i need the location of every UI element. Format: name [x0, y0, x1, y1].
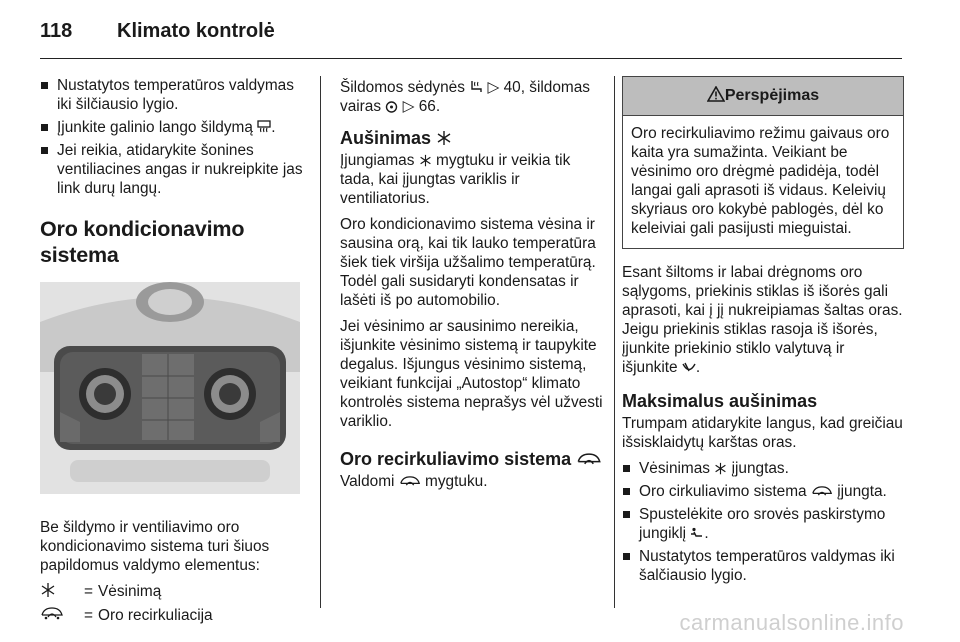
legend-text: Oro recirkuliacija [98, 607, 213, 624]
figure-caption: Be šildymo ir ventiliavimo oro kondicionavimo sistema turi šiuos papildomus valdymo elementus: [40, 519, 270, 574]
warning-text: Oro recirkuliavimo režimu gaivaus oro kaita yra sumažinta. Veikiant be vėsinimo oro drėgmė padidėja, todėl langai gali aprasoti iš vidaus. Keleivių skyriaus oro kokybė pablogės, dėl ko keleiviai gali pasijusti mieguistai. [631, 125, 890, 237]
intro-paragraph: Šildomos sėdynės ▷ 40, šildomas vairas ▷ 66. [340, 79, 590, 115]
climate-control-panel-image [40, 282, 300, 494]
bullet-list [40, 76, 305, 198]
rear-window-heater-icon [257, 120, 271, 133]
paragraph: Esant šiltoms ir labai drėgnoms oro sąlygoms, priekinis stiklas iš išorės gali aprasoti, kai į jį nukreipiamas šaltas oras. Jeigu priekinis stiklas rasoja iš išorės, įjunkite priekinio stiklo valytuvą ir išjunkite . [622, 264, 903, 376]
legend-eq: = [84, 607, 93, 624]
list-item: Spustelėkite oro srovės paskirstymo jungiklį . [622, 505, 904, 543]
legend-list [40, 582, 305, 625]
section-heading: Aušinimas [340, 128, 606, 148]
paragraph: Įjungiamas mygtuku ir veikia tik tada, kai įjungtas variklis ir ventiliatorius. [340, 152, 571, 207]
header-rule [40, 58, 902, 59]
paragraph: Oro kondicionavimo sistema vėsina ir sausina orą, kai tik lauko temperatūra šiek tiek viršija užšalimo temperatūrą. Todėl gali susidaryti kondensatas ir lašėti iš po automobilio. [340, 216, 596, 309]
paragraph: Trumpam atidarykite langus, kad greičiau išsisklaidytų karštas oras. [622, 415, 903, 451]
page-header [0, 0, 960, 60]
paragraph: Jei vėsinimo ar sausinimo nereikia, išjunkite vėsinimo sistemą ir taupykite degalus. Išjungus vėsinimo sistemą, veikiant funkcijai „Autostop“ klimato kontrolės sistema neprašys vėl užvesti variklio. [340, 318, 603, 430]
legend-text: Vėsinimą [98, 583, 162, 600]
watermark: carmanualsonline.info [679, 610, 904, 635]
list-item: Vėsinimas įjungtas. [622, 459, 904, 478]
column-middle [340, 78, 606, 498]
section-heading: Oro recirkuliavimo sistema [340, 449, 606, 469]
warning-box [622, 76, 904, 249]
page-title: Klimato kontrolė [117, 20, 275, 42]
list-item: Įjunkite galinio lango šildymą . [40, 118, 305, 137]
snowflake-icon [40, 582, 84, 603]
snowflake-icon [436, 130, 452, 146]
column-divider [320, 76, 321, 608]
recirculation-icon [40, 606, 84, 625]
list-item: Jei reikia, atidarykite šonines ventiliacines angas ir nukreipkite jas link durų langų. [40, 141, 305, 198]
section-heading: Oro kondicionavimo sistema [40, 217, 245, 267]
heated-seat-icon [469, 80, 483, 94]
recirculation-icon [576, 452, 602, 467]
list-item: Nustatytos temperatūros valdymas iki šalčiausio lygio. [622, 547, 904, 585]
windshield-wiper-icon [682, 361, 696, 374]
list-item: Nustatytos temperatūros valdymas iki šilčiausio lygio. [40, 76, 305, 114]
snowflake-icon [714, 462, 727, 475]
snowflake-icon [419, 154, 432, 167]
warning-header: Perspėjimas [623, 77, 903, 116]
legend-eq: = [84, 583, 93, 600]
heated-steering-wheel-icon [385, 100, 398, 113]
recirculation-icon [811, 485, 833, 498]
air-distribution-icon [690, 527, 704, 540]
page-number: 118 [40, 20, 73, 42]
section-heading: Maksimalus aušinimas [622, 391, 818, 411]
recirculation-icon [399, 475, 421, 488]
page-ref-icon: ▷ [487, 79, 500, 96]
paragraph: Valdomi mygtuku. [340, 473, 488, 490]
warning-triangle-icon [707, 86, 725, 102]
column-right [622, 76, 904, 589]
column-divider [614, 76, 615, 608]
bullet-list [622, 459, 904, 585]
page-ref-icon: ▷ [402, 98, 415, 115]
list-item: Oro cirkuliavimo sistema įjungta. [622, 482, 904, 501]
column-left [40, 76, 305, 625]
